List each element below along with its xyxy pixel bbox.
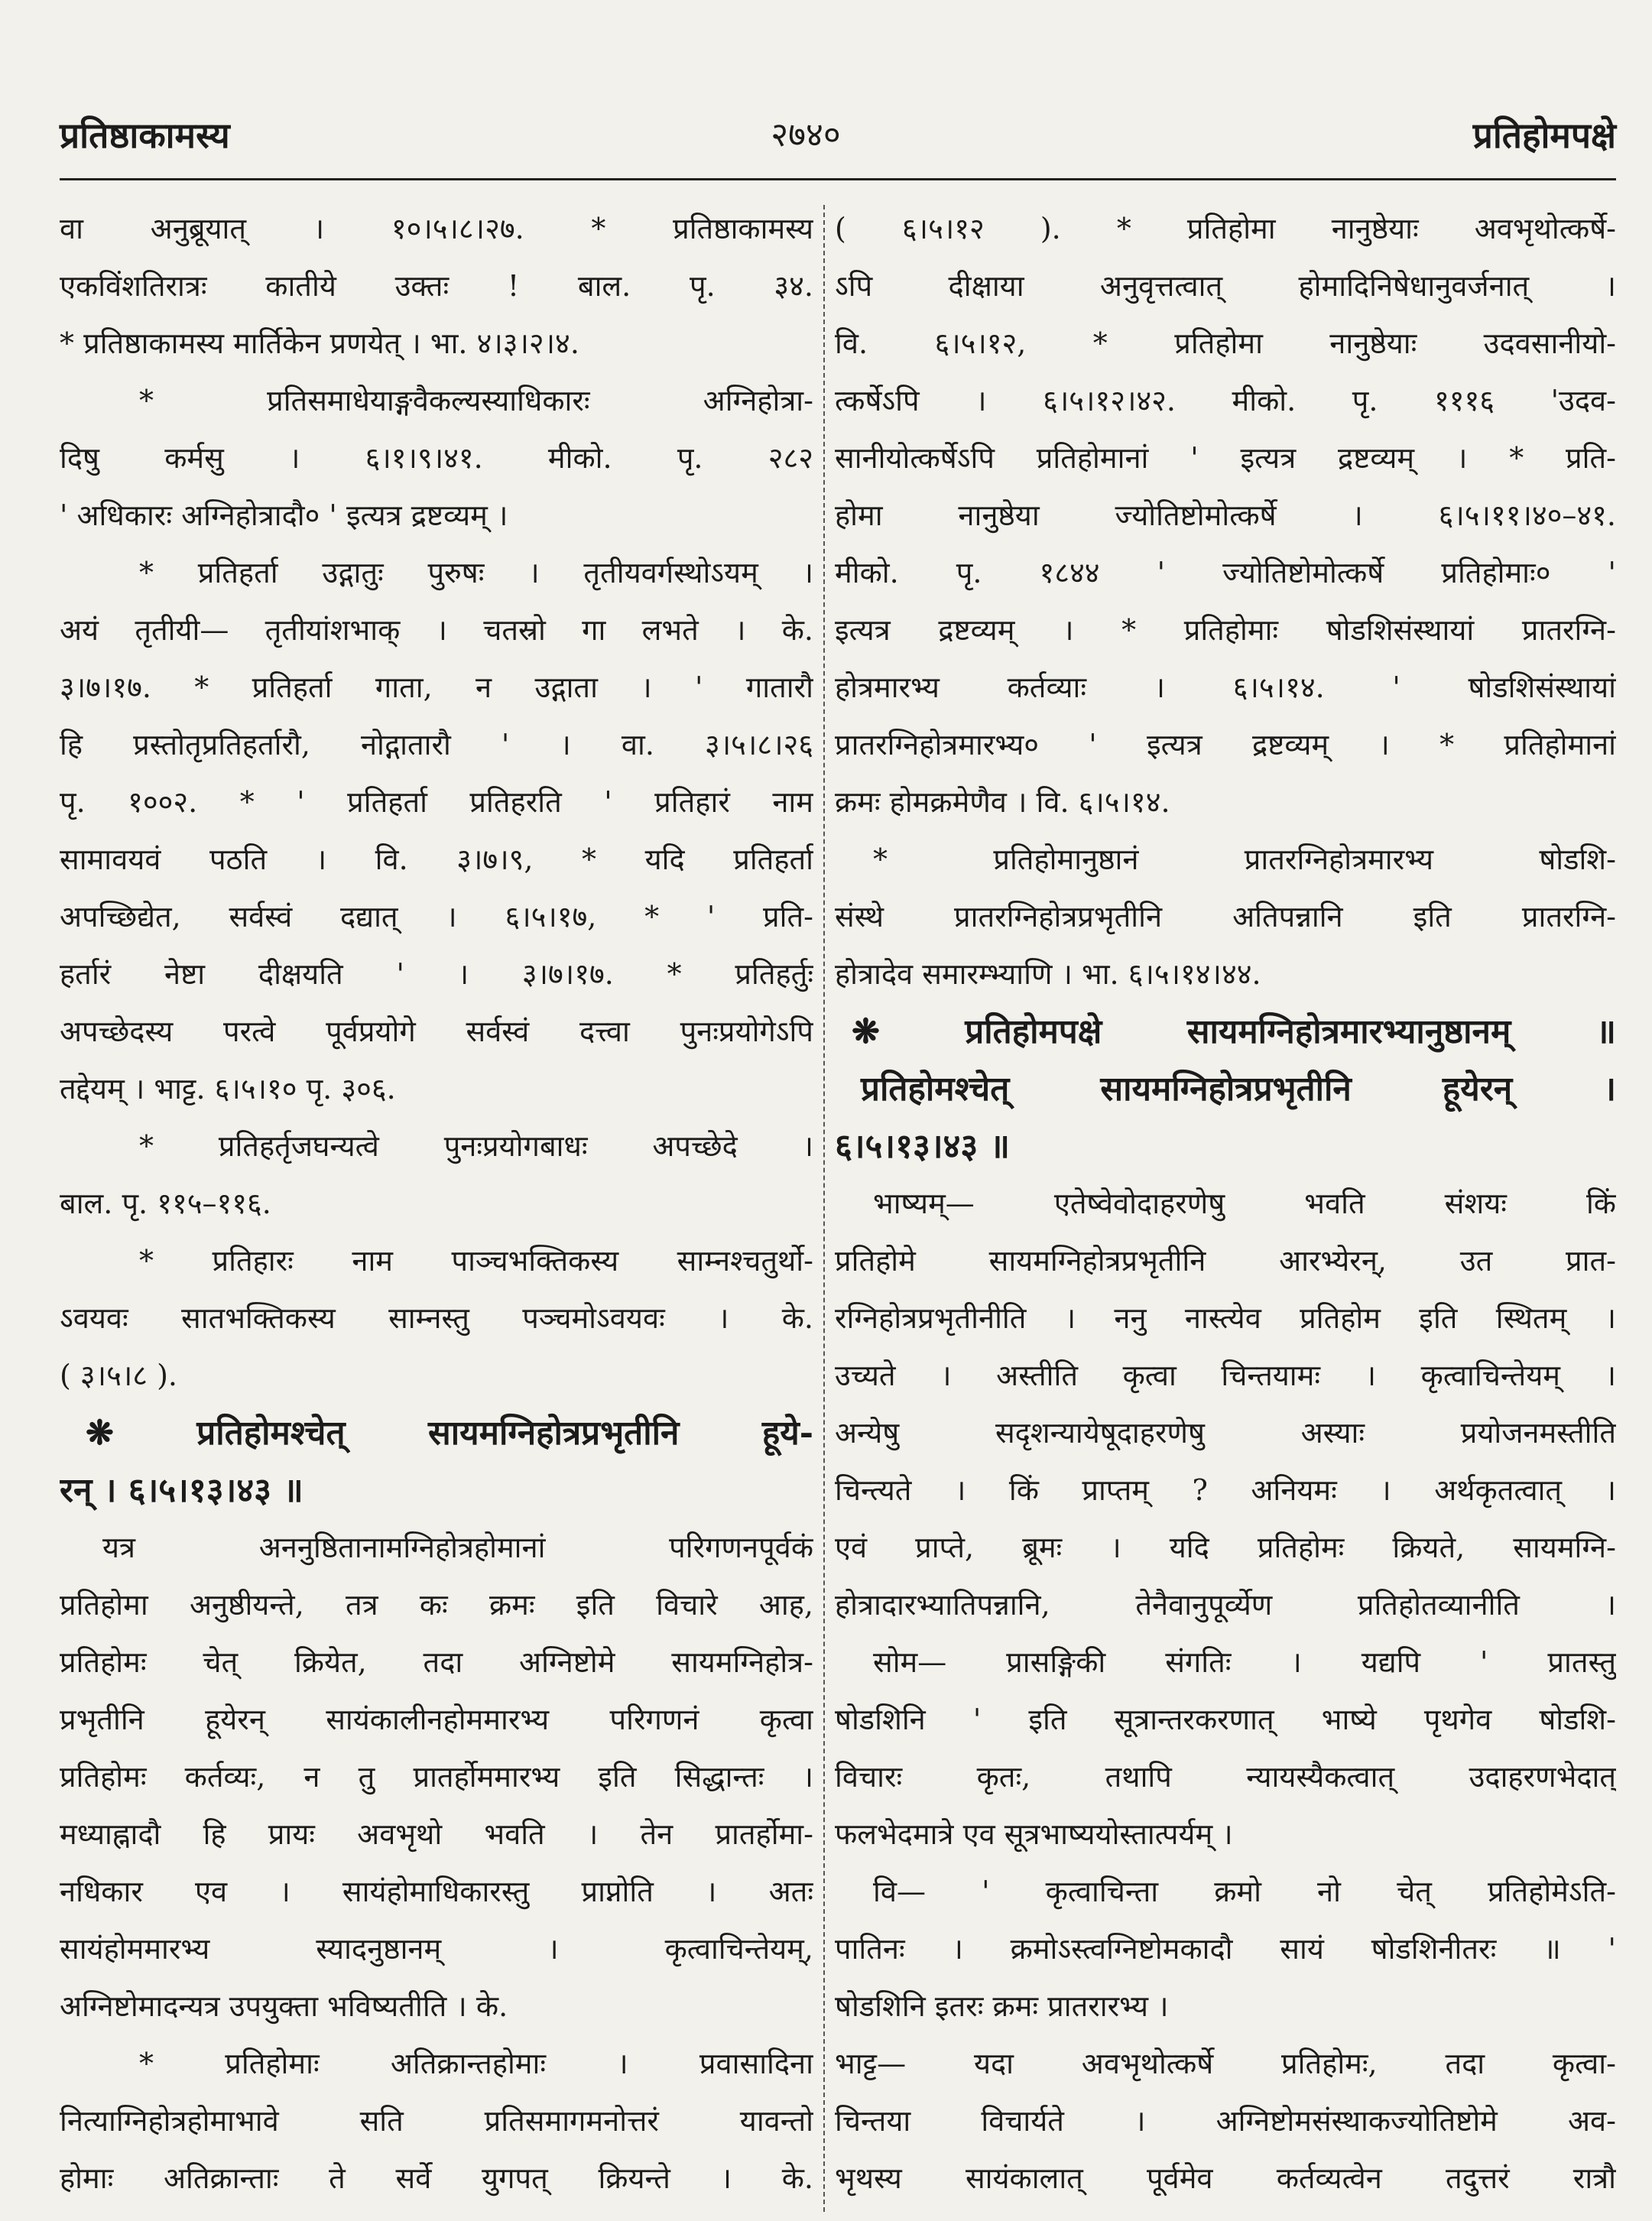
line-text: नधिकार एव । सायंहोमाधिकारस्तु प्राप्नोति । अतः — [60, 1875, 813, 1908]
left-column-text-line — [60, 831, 813, 888]
line-text: * प्रतिसमाधेयाङ्गवैकल्यस्याधिकारः अग्निहोत्रा- — [139, 384, 813, 417]
line-text: होत्रमारभ्य कर्तव्याः । ६।५।१४. ' षोडशिसंस्थायां — [835, 671, 1616, 704]
line-text: प्रतिहोमः चेत् क्रियेत, तदा अग्निष्टोमे सायमग्निहोत्र- — [60, 1645, 813, 1679]
left-column-text-line — [60, 1691, 813, 1749]
line-text: एकविंशतिरात्रः कातीये उक्तः ! बाल. पृ. ३४. — [60, 269, 813, 303]
line-text: सामावयवं पठति । वि. ३।७।९, * यदि प्रतिहर्ता — [60, 843, 813, 876]
left-column-text-line — [60, 200, 813, 258]
line-text: * प्रतिहर्तृजघन्यत्वे पुनःप्रयोगबाधः अपच्छेदे । — [139, 1129, 813, 1163]
line-text: होत्रादारभ्यातिपन्नानि, तेनैवानुपूर्व्येण प्रतिहोतव्यानीति । — [835, 1588, 1616, 1622]
left-column-text-line — [60, 258, 813, 315]
left-column-text-line — [60, 430, 813, 487]
right-column-text-line — [835, 258, 1616, 315]
right-column-heading-line — [835, 1060, 1616, 1118]
line-text: प्रभृतीनि हूयेरन् सायंकालीनहोममारभ्य परिगणनं कृत्वा — [60, 1703, 813, 1736]
header-rule — [60, 178, 1616, 180]
line-text: ❋ प्रतिहोमश्चेत् सायमग्निहोत्रप्रभृतीनि हूये- — [86, 1414, 813, 1453]
right-column-text-line — [835, 1691, 1616, 1749]
line-text: हि प्रस्तोतृप्रतिहर्तारौ, नोद्गातारौ ' । वा. ३।५।८।२६ — [60, 728, 813, 761]
line-text: अपच्छिद्येत, सर्वस्वं दद्यात् । ६।५।१७, * ' प्रति- — [60, 900, 813, 934]
line-text: चिन्त्यते । किं प्राप्तम् ? अनियमः । अर्थकृतत्वात् । — [835, 1473, 1616, 1507]
line-text: हर्तारं नेष्टा दीक्षयति ' । ३।७।१७. * प्रतिहर्तुः — [60, 957, 813, 991]
line-text: * प्रतिहोमानुष्ठानं प्रातरग्निहोत्रमारभ्य षोडशि- — [873, 843, 1616, 876]
line-text: वि— ' कृत्वाचिन्ता क्रमो नो चेत् प्रतिहोमेऽति- — [873, 1875, 1616, 1908]
column-divider — [823, 205, 825, 2212]
line-text: मध्याह्नादौ हि प्रायः अवभृथो भवति । तेन प्रातर्होमा- — [60, 1817, 813, 1851]
line-text: * प्रतिहारः नाम पाञ्चभक्तिकस्य साम्नश्चतुर्थो- — [139, 1244, 813, 1278]
right-column-text-line — [835, 1978, 1616, 2035]
line-text: त्कर्षेऽपि । ६।५।१२।४२. मीको. पृ. १११६ 'उदव- — [835, 384, 1616, 417]
right-column-text-line — [835, 659, 1616, 716]
line-text: अयं तृतीयी— तृतीयांशभाक् । चतस्रो गा लभते । के. — [60, 613, 813, 647]
line-text: रन् । ६।५।१३।४३ ॥ — [60, 1471, 303, 1510]
line-text: ६।५।१३।४३ ॥ — [835, 1127, 1010, 1166]
left-column-text-line — [60, 946, 813, 1003]
line-text: * प्रतिहोमाः अतिक्रान्तहोमाः । प्रवासादिना — [139, 2047, 813, 2080]
right-column-text-line — [835, 430, 1616, 487]
line-text: सानीयोत्कर्षेऽपि प्रतिहोमानां ' इत्यत्र द्रष्टव्यम् । * प्रति- — [835, 441, 1616, 475]
line-text: अन्येषु सदृशन्यायेषूदाहरणेषु अस्याः प्रयोजनमस्तीति — [835, 1416, 1616, 1450]
right-column-text-line — [835, 2093, 1616, 2150]
line-text: प्रतिहोमा अनुष्ठीयन्ते, तत्र कः क्रमः इति विचारे आह, — [60, 1588, 813, 1622]
line-text: क्रमः होमक्रमेणैव । वि. ६।५।१४. — [835, 785, 1170, 819]
line-text: * प्रतिष्ठाकामस्य मार्तिकेन प्रणयेत् । भा. ४।३।२।४. — [60, 326, 579, 360]
left-column-text-line — [60, 716, 813, 774]
line-text: उच्यते । अस्तीति कृत्वा चिन्तयामः । कृत्वाचिन्तेयम् । — [835, 1359, 1616, 1392]
right-column-text-line — [835, 946, 1616, 1003]
line-text: होमा नानुष्ठेया ज्योतिष्टोमोत्कर्षे । ६।५।११।४०–४१. — [835, 498, 1616, 532]
left-column-text-line — [60, 2150, 813, 2207]
left-column-text-line — [60, 1118, 813, 1175]
line-text: एवं प्राप्ते, ब्रूमः । यदि प्रतिहोमः क्रियते, सायमग्नि- — [835, 1531, 1616, 1564]
left-column-text-line — [60, 487, 813, 544]
right-column-text-line — [835, 831, 1616, 888]
line-text: नित्याग्निहोत्रहोमाभावे सति प्रतिसमागमनोत्तरं यावन्तो — [60, 2104, 813, 2138]
left-column-text-line — [60, 1175, 813, 1232]
line-text: बाल. पृ. ११५–११६. — [60, 1187, 271, 1220]
line-text: होमाः अतिक्रान्ताः ते सर्वे युगपत् क्रियन्ते । के. — [60, 2161, 813, 2195]
line-text: * प्रतिहर्ता उद्गातुः पुरुषः । तृतीयवर्गस्थोऽयम् । — [139, 556, 813, 589]
left-column-text-line — [60, 1576, 813, 1634]
left-column-text-line — [60, 1749, 813, 1806]
right-column-text-line — [835, 1519, 1616, 1576]
line-text: मीको. पृ. १८४४ ' ज्योतिष्टोमोत्कर्षे प्रतिहोमाः० ' — [835, 556, 1616, 589]
line-text: चिन्तया विचार्यते । अग्निष्टोमसंस्थाकज्योतिष्टोमे अव- — [835, 2104, 1616, 2138]
right-column-text-line — [835, 1634, 1616, 1691]
line-text: पातिनः । क्रमोऽस्त्वग्निष्टोमकादौ सायं षोडशिनीतरः ॥ ' — [835, 1932, 1616, 1966]
line-text: ( ६।५।१२ ). * प्रतिहोमा नानुष्ठेयाः अवभृथोत्कर्षे- — [835, 212, 1616, 245]
right-column-text-line — [835, 315, 1616, 372]
right-column-text-line — [835, 2035, 1616, 2093]
left-column-heading-line — [60, 1404, 813, 1462]
right-column-text-line — [835, 1576, 1616, 1634]
line-text: ३।७।१७. * प्रतिहर्ता गाता, न उद्गाता । ' गातारौ — [60, 671, 813, 704]
right-column-text-line — [835, 544, 1616, 602]
right-column-text-line — [835, 1290, 1616, 1347]
running-head-right: प्रतिहोमपक्षे — [1472, 115, 1616, 156]
page-number: २७४० — [771, 115, 841, 154]
right-column-text-line — [835, 716, 1616, 774]
left-column-text-line — [60, 659, 813, 716]
line-text: तद्देयम् । भाट्ट. ६।५।१० पृ. ३०६. — [60, 1072, 396, 1106]
right-column — [835, 200, 1616, 2207]
line-text: वा अनुब्रूयात् । १०।५।८।२७. * प्रतिष्ठाकामस्य — [60, 212, 813, 245]
line-text: ❋ प्रतिहोमपक्षे सायमग्निहोत्रमारभ्यानुष्ठानम् ॥ — [852, 1012, 1616, 1051]
running-head-left: प्रतिष्ठाकामस्य — [60, 115, 230, 156]
right-column-text-line — [835, 1347, 1616, 1404]
line-text: इत्यत्र द्रष्टव्यम् । * प्रतिहोमाः षोडशिसंस्थायां प्रातरग्नि- — [835, 613, 1616, 647]
line-text: ऽवयवः सातभक्तिकस्य साम्नस्तु पञ्चमोऽवयवः । के. — [60, 1301, 813, 1335]
line-text: पृ. १००२. * ' प्रतिहर्ता प्रतिहरति ' प्रतिहारं नाम — [60, 785, 813, 819]
right-column-text-line — [835, 774, 1616, 831]
left-column-text-line — [60, 1978, 813, 2035]
right-column-text-line — [835, 1863, 1616, 1921]
line-text: रग्निहोत्रप्रभृतीनीति । ननु नास्त्येव प्रतिहोम इति स्थितम् । — [835, 1301, 1616, 1335]
line-text: ( ३।५।८ ). — [60, 1359, 177, 1392]
right-column-text-line — [835, 1921, 1616, 1978]
line-text: दिषु कर्मसु । ६।१।९।४१. मीको. पृ. २८२ — [60, 441, 813, 475]
right-column-text-line — [835, 2150, 1616, 2207]
right-column-text-line — [835, 1806, 1616, 1863]
left-column-text-line — [60, 774, 813, 831]
line-text: संस्थे प्रातरग्निहोत्रप्रभृतीनि अतिपन्नानि इति प्रातरग्नि- — [835, 900, 1616, 934]
line-text: वि. ६।५।१२, * प्रतिहोमा नानुष्ठेयाः उदवसानीयो- — [835, 326, 1616, 360]
line-text: ऽपि दीक्षाया अनुवृत्तत्वात् होमादिनिषेधानुवर्जनात् । — [835, 269, 1616, 303]
left-column-text-line — [60, 1290, 813, 1347]
left-column-text-line — [60, 1863, 813, 1921]
right-column-text-line — [835, 487, 1616, 544]
left-column-text-line — [60, 1347, 813, 1404]
line-text: फलभेदमात्रे एव सूत्रभाष्ययोस्तात्पर्यम् । — [835, 1817, 1233, 1851]
left-column-text-line — [60, 2093, 813, 2150]
line-text: ' अधिकारः अग्निहोत्रादौ० ' इत्यत्र द्रष्टव्यम् । — [60, 498, 508, 532]
right-column-text-line — [835, 888, 1616, 946]
right-column-text-line — [835, 1462, 1616, 1519]
left-column-text-line — [60, 602, 813, 659]
left-column — [60, 200, 813, 2207]
right-column-text-line — [835, 372, 1616, 430]
left-column-heading-line — [60, 1462, 813, 1519]
right-column-heading-line — [835, 1118, 1616, 1175]
left-column-text-line — [60, 372, 813, 430]
left-column-text-line — [60, 544, 813, 602]
line-text: भृथस्य सायंकालात् पूर्वमेव कर्तव्यत्वेन तदुत्तरं रात्रौ — [835, 2161, 1616, 2195]
line-text: सायंहोममारभ्य स्यादनुष्ठानम् । कृत्वाचिन्तेयम्, — [60, 1932, 813, 1966]
left-column-text-line — [60, 1806, 813, 1863]
line-text: होत्रादेव समारम्भ्याणि । भा. ६।५।१४।४४. — [835, 957, 1261, 991]
right-column-text-line — [835, 200, 1616, 258]
right-column-heading-line — [835, 1003, 1616, 1060]
line-text: भाष्यम्— एतेष्वेवोदाहरणेषु भवति संशयः किं — [873, 1187, 1616, 1220]
line-text: प्रतिहोमे सायमग्निहोत्रप्रभृतीनि आरभ्येरन्, उत प्रात- — [835, 1244, 1616, 1278]
left-column-text-line — [60, 1921, 813, 1978]
line-text: प्रतिहोमश्चेत् सायमग्निहोत्रप्रभृतीनि हूयेरन् । — [861, 1070, 1616, 1109]
right-column-text-line — [835, 1749, 1616, 1806]
left-column-text-line — [60, 315, 813, 372]
line-text: प्रतिहोमः कर्तव्यः, न तु प्रातर्होममारभ्य इति सिद्धान्तः । — [60, 1760, 813, 1794]
left-column-text-line — [60, 1634, 813, 1691]
left-column-text-line — [60, 1003, 813, 1060]
right-column-text-line — [835, 602, 1616, 659]
line-text: अपच्छेदस्य परत्वे पूर्वप्रयोगे सर्वस्वं दत्त्वा पुनःप्रयोगेऽपि — [60, 1015, 813, 1048]
line-text: सोम— प्रासङ्गिकी संगतिः । यद्यपि ' प्रातस्तु — [873, 1645, 1616, 1679]
line-text: प्रातरग्निहोत्रमारभ्य० ' इत्यत्र द्रष्टव्यम् । * प्रतिहोमानां — [835, 728, 1616, 761]
line-text: षोडशिनि इतरः क्रमः प्रातरारभ्य । — [835, 1989, 1169, 2023]
right-column-text-line — [835, 1175, 1616, 1232]
left-column-text-line — [60, 1232, 813, 1290]
left-column-text-line — [60, 1060, 813, 1118]
line-text: अग्निष्टोमादन्यत्र उपयुक्ता भविष्यतीति । के. — [60, 1989, 508, 2023]
right-column-text-line — [835, 1404, 1616, 1462]
left-column-text-line — [60, 1519, 813, 1576]
line-text: यत्र अननुष्ठितानामग्निहोत्रहोमानां परिगणनपूर्वकं — [102, 1531, 813, 1564]
left-column-text-line — [60, 2035, 813, 2093]
right-column-text-line — [835, 1232, 1616, 1290]
line-text: षोडशिनि ' इति सूत्रान्तरकरणात् भाष्ये पृथगेव षोडशि- — [835, 1703, 1616, 1736]
line-text: विचारः कृतः, तथापि न्यायस्यैकत्वात् उदाहरणभेदात् — [835, 1760, 1616, 1794]
left-column-text-line — [60, 888, 813, 946]
line-text: भाट्ट— यदा अवभृथोत्कर्षे प्रतिहोमः, तदा कृत्वा- — [835, 2047, 1616, 2080]
